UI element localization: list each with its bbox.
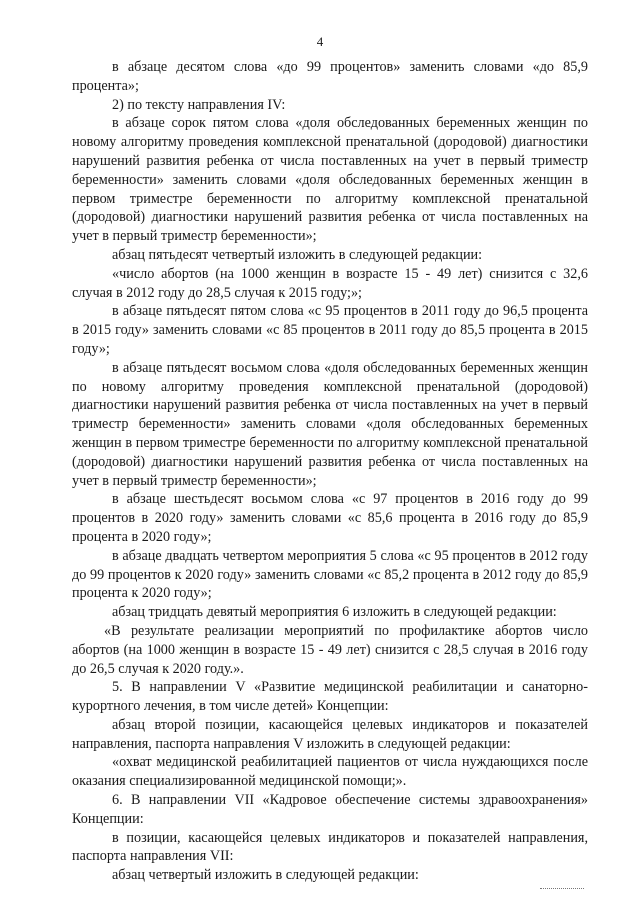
- paragraph-7: в абзаце пятьдесят восьмом слова «доля обследованных беременных женщин по новому алгоритму проведения комплексной пренатальной (дородовой) диагностики нарушений развития ребенка от числа поставленных на учет в первый триместр беременности» заменить словами «доля обследованных беременных женщин в первом триместре беременности по алгоритму комплексной пренатальной (дородовой) диагностики нарушений развития ребенка от числа поставленных на учет в первый триместр беременности»;: [72, 359, 588, 489]
- paragraph-6: в абзаце пятьдесят пятом слова «с 95 процентов в 2011 году до 96,5 процента в 2015 году» заменить словами «с 85 процентов в 2011 году до 85,5 процента в 2015 году»;: [72, 303, 588, 357]
- paragraph-5: «число абортов (на 1000 женщин в возрасте 15 - 49 лет) снизится с 32,6 случая в 2012 году до 28,5 случая к 2015 году;»;: [72, 265, 588, 301]
- paragraph-2: 2) по тексту направления IV:: [112, 96, 286, 113]
- paragraph-15: 6. В направлении VII «Кадровое обеспечение системы здравоохранения» Концепции:: [72, 792, 588, 827]
- paragraph-13: абзац второй позиции, касающейся целевых индикаторов и показателей направления, паспорта направления V изложить в следующей редакции:: [72, 716, 588, 752]
- paragraph-9: в абзаце двадцать четвертом мероприятия 5 слова «с 95 процентов в 2012 году до 99 процентов к 2020 году» заменить словами «с 85,2 процента в 2012 году до 85,9 процента к 2020 году»;: [72, 547, 588, 602]
- footer-dotted-line: [540, 888, 584, 889]
- paragraph-8: в абзаце шестьдесят восьмом слова «с 97 процентов в 2016 году до 99 процентов в 2020 году» заменить словами «с 85,6 процента в 2016 году до 85,9 процента в 2020 году»;: [72, 491, 588, 545]
- paragraph-10: абзац тридцать девятый мероприятия 6 изложить в следующей редакции:: [112, 604, 557, 621]
- paragraph-1: в абзаце десятом слова «до 99 процентов» заменить словами «до 85,9 процента»;: [72, 59, 588, 94]
- page-number: 4: [316, 34, 324, 49]
- paragraph-14: «охват медицинской реабилитацией пациентов от числа нуждающихся после оказания специализированной медицинской помощи;».: [72, 754, 588, 790]
- paragraph-16: в позиции, касающейся целевых индикаторов и показателей направления, паспорта направления VII:: [72, 829, 588, 865]
- paragraph-3: в абзаце сорок пятом слова «доля обследованных беременных женщин по новому алгоритму проведения комплексной пренатальной (дородовой) диагностики нарушений развития ребенка от числа поставленных на учет в первый триместр беременности» заменить словами «доля обследованных беременных женщин в первом триместре беременности по алгоритму комплексной пренатальной (дородовой) диагностики нарушений развития ребенка от числа поставленных на учет в первый триместр беременности»;: [72, 115, 588, 245]
- document-body: [72, 58, 588, 885]
- paragraph-11: «В результате реализации мероприятий по профилактике абортов число абортов (на 1000 женщин в возрасте 15 - 49 лет) снизится с 28,5 случая в 2016 году до 26,5 случая к 2020 году.».: [72, 622, 588, 677]
- paragraph-4: абзац пятьдесят четвертый изложить в следующей редакции:: [112, 246, 483, 263]
- paragraph-17: абзац четвертый изложить в следующей редакции:: [112, 867, 419, 884]
- paragraph-12: 5. В направлении V «Развитие медицинской реабилитации и санаторно-курортного лечения, в том числе детей» Концепции:: [72, 679, 588, 715]
